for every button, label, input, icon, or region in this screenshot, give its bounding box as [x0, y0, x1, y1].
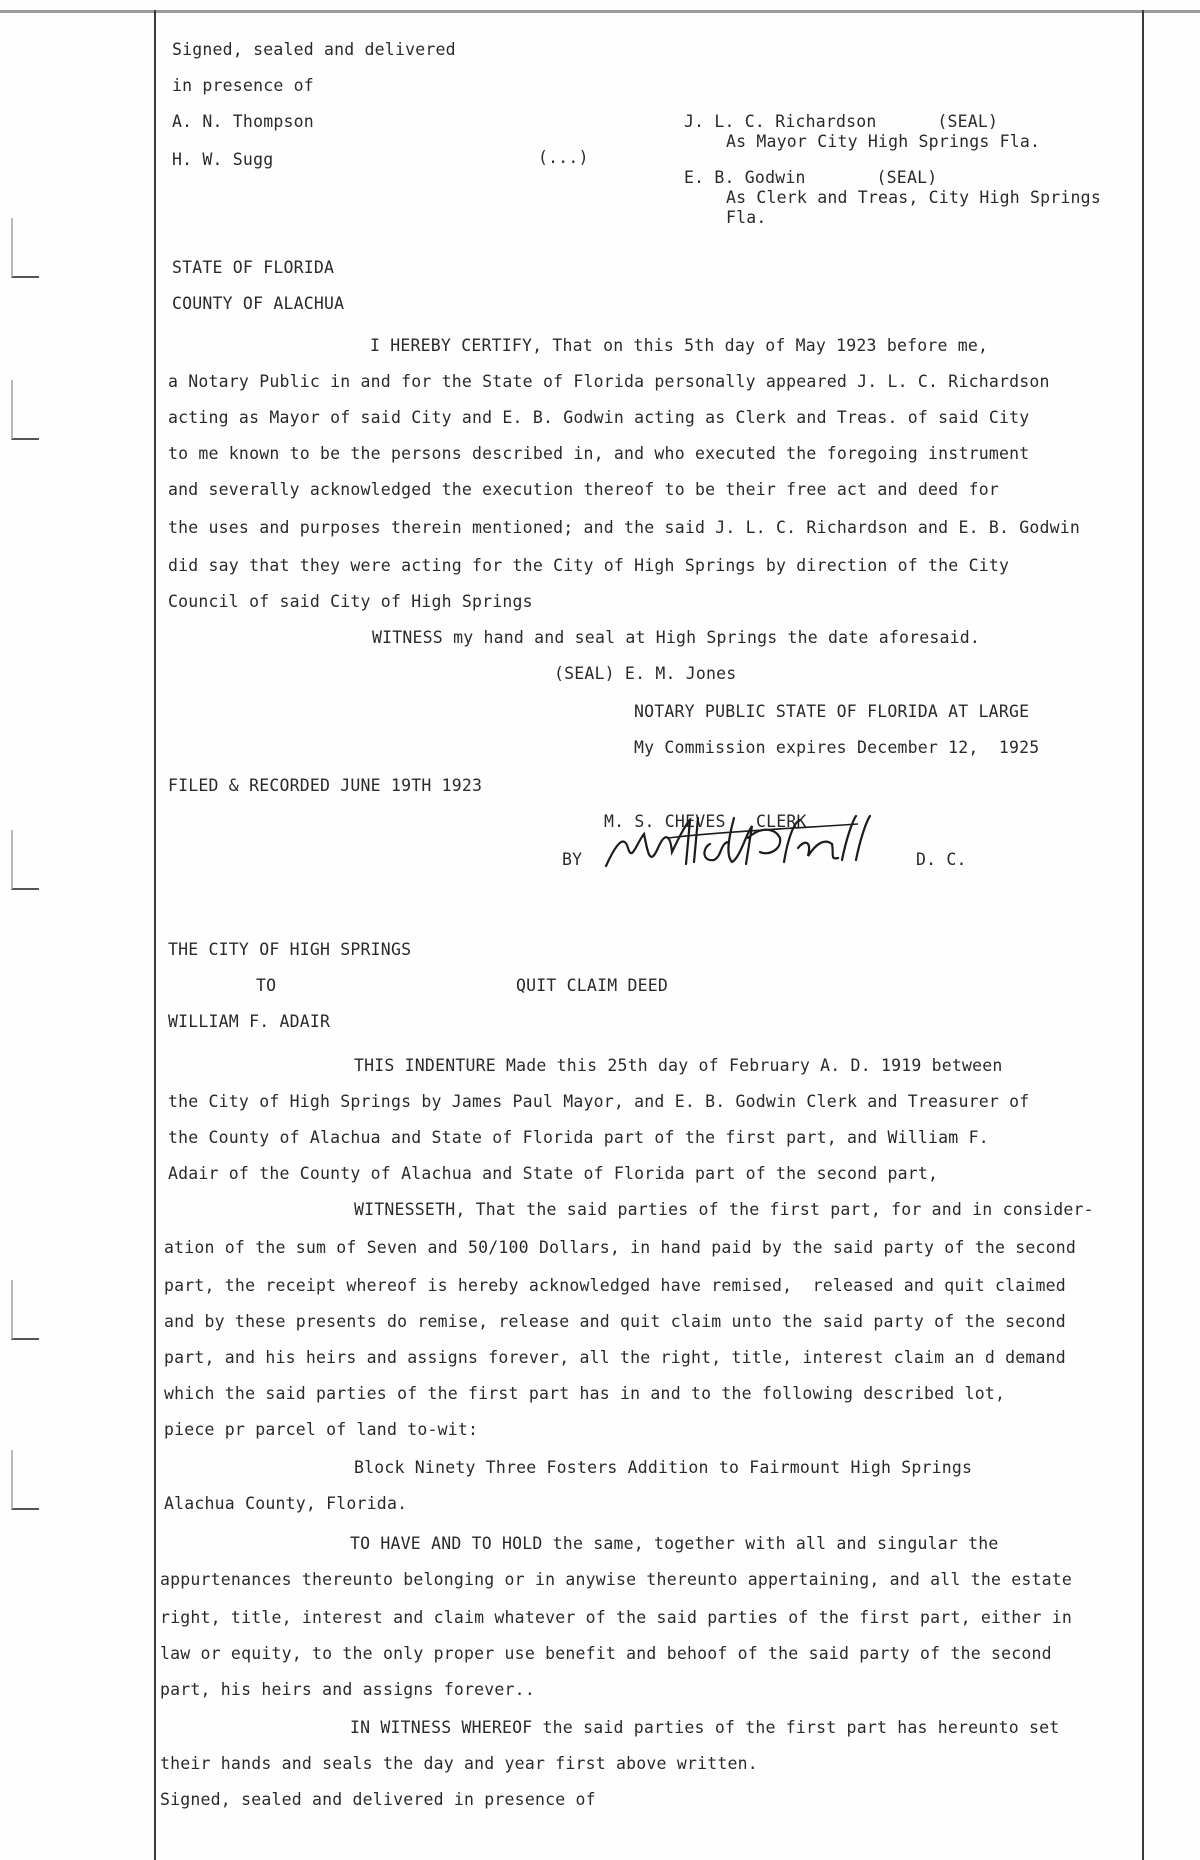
right-margin-rule: [1142, 10, 1144, 1860]
binder-mark: [11, 830, 39, 890]
body-line: and severally acknowledged the execution thereof to be their free act and deed for: [168, 480, 999, 499]
body-line: their hands and seals the day and year first above written.: [160, 1754, 758, 1773]
property-description: Block Ninety Three Fosters Addition to Fairmount High Springs: [354, 1458, 973, 1477]
body-line: appurtenances thereunto belonging or in anywise thereunto appertaining, and all the estate: [160, 1570, 1073, 1589]
body-line: Adair of the County of Alachua and State of Florida part of the second part,: [168, 1164, 939, 1183]
deputy-clerk-label: D. C.: [916, 850, 967, 869]
handwritten-signature: [598, 804, 898, 894]
binder-mark: [11, 218, 39, 278]
body-line: Signed, sealed and delivered in presence of: [160, 1790, 596, 1809]
to-label: TO: [256, 976, 277, 995]
filed-line: FILED & RECORDED JUNE 19TH 1923: [168, 776, 483, 795]
body-line: part, and his heirs and assigns forever, all the right, title, interest claim an d demand: [164, 1348, 1066, 1367]
document-type: QUIT CLAIM DEED: [516, 976, 669, 995]
body-line: which the said parties of the first part has in and to the following described lot,: [164, 1384, 1006, 1403]
body-line: right, title, interest and claim whatever of the said parties of the first part, either in: [160, 1608, 1073, 1627]
body-line: THIS INDENTURE Made this 25th day of February A. D. 1919 between: [354, 1056, 1003, 1075]
body-line: TO HAVE AND TO HOLD the same, together with all and singular the: [350, 1534, 999, 1553]
body-line: WITNESSETH, That the said parties of the first part, for and in consider-: [354, 1200, 1094, 1219]
body-line: did say that they were acting for the City of High Springs by direction of the City: [168, 556, 1010, 575]
notary-title: NOTARY PUBLIC STATE OF FLORIDA AT LARGE: [634, 702, 1030, 721]
signed-line: Signed, sealed and delivered: [172, 40, 456, 59]
body-line: to me known to be the persons described in, and who executed the foregoing instrument: [168, 444, 1030, 463]
body-line: part, his heirs and assigns forever..: [160, 1680, 535, 1699]
body-line: I HEREBY CERTIFY, That on this 5th day of May 1923 before me,: [370, 336, 989, 355]
body-line: and by these presents do remise, release and quit claim unto the said party of the second: [164, 1312, 1066, 1331]
body-line: law or equity, to the only proper use benefit and behoof of the said party of the second: [160, 1644, 1052, 1663]
presence-line: in presence of: [172, 76, 314, 95]
ellipsis-mark: (...): [538, 148, 589, 167]
grantee-name: WILLIAM F. ADAIR: [168, 1012, 331, 1031]
body-line: Council of said City of High Springs: [168, 592, 533, 611]
body-line: ation of the sum of Seven and 50/100 Dollars, in hand paid by the said party of the second: [164, 1238, 1077, 1257]
commission-line: My Commission expires December 12, 1925: [634, 738, 1040, 757]
county-heading: COUNTY OF ALACHUA: [172, 294, 345, 313]
signer-name: E. B. Godwin (SEAL): [684, 168, 938, 187]
body-line: the uses and purposes therein mentioned; and the said J. L. C. Richardson and E. B. Godwin: [168, 518, 1081, 537]
top-border: [0, 10, 1200, 13]
binder-mark: [11, 380, 39, 440]
property-description: Alachua County, Florida.: [164, 1494, 408, 1513]
witness-name: A. N. Thompson: [172, 112, 314, 131]
body-line: piece pr parcel of land to-wit:: [164, 1420, 479, 1439]
grantor-name: THE CITY OF HIGH SPRINGS: [168, 940, 412, 959]
left-margin-rule: [154, 10, 156, 1860]
signer-title-continued: Fla.: [726, 208, 767, 227]
state-heading: STATE OF FLORIDA: [172, 258, 335, 277]
signer-title: As Clerk and Treas, City High Springs: [726, 188, 1101, 207]
witness-clause: WITNESS my hand and seal at High Springs the date aforesaid.: [372, 628, 981, 647]
signer-title: As Mayor City High Springs Fla.: [726, 132, 1041, 151]
body-line: part, the receipt whereof is hereby acknowledged have remised, released and quit claimed: [164, 1276, 1066, 1295]
binder-mark: [11, 1450, 39, 1510]
body-line: the County of Alachua and State of Florida part of the first part, and William F.: [168, 1128, 989, 1147]
body-line: acting as Mayor of said City and E. B. Godwin acting as Clerk and Treas. of said City: [168, 408, 1030, 427]
body-line: IN WITNESS WHEREOF the said parties of the first part has hereunto set: [350, 1718, 1060, 1737]
by-label: BY: [562, 850, 583, 869]
witness-name: H. W. Sugg: [172, 150, 274, 169]
clerk-line: M. S. CHEVES CLERK: [604, 812, 807, 831]
binder-mark: [11, 1280, 39, 1340]
body-line: a Notary Public in and for the State of Florida personally appeared J. L. C. Richardson: [168, 372, 1050, 391]
signer-name: J. L. C. Richardson (SEAL): [684, 112, 999, 131]
body-line: the City of High Springs by James Paul Mayor, and E. B. Godwin Clerk and Treasurer of: [168, 1092, 1030, 1111]
notary-name: (SEAL) E. M. Jones: [554, 664, 737, 683]
